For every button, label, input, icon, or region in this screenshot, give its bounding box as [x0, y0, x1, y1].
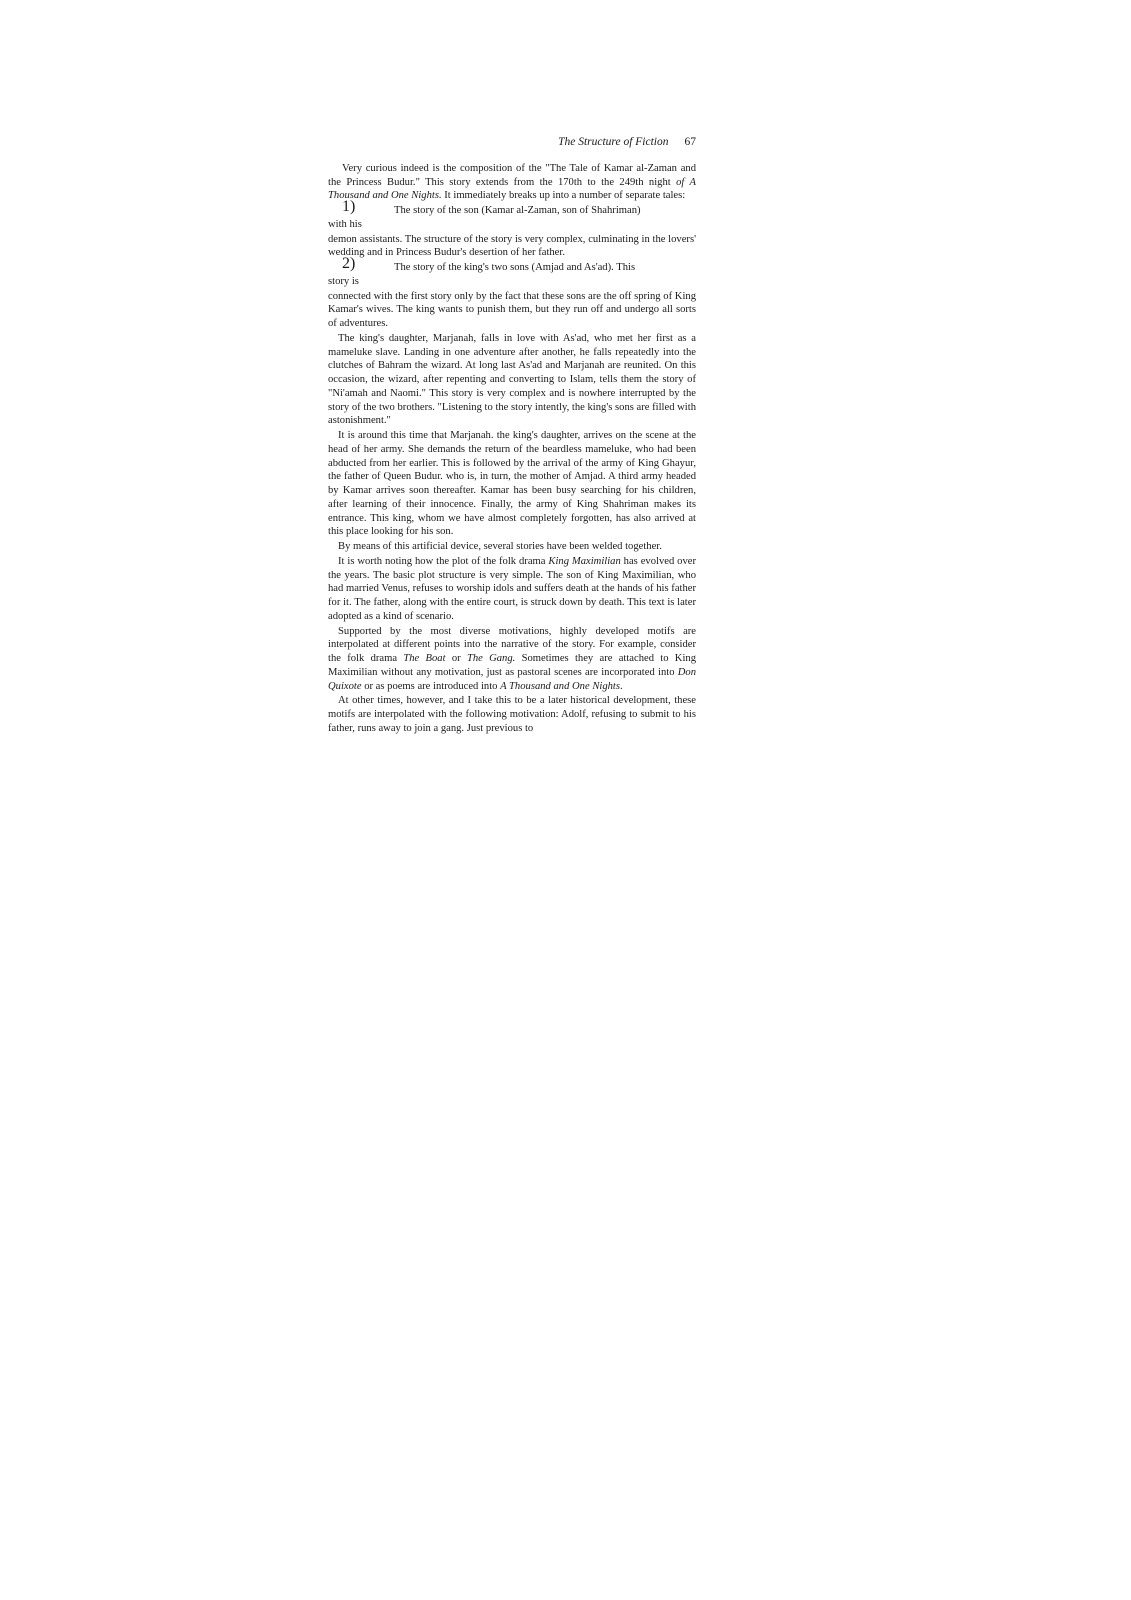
- italic-title: Don Quixote: [328, 666, 696, 692]
- paragraph: The king's daughter, Marjanah, falls in love with As'ad, who met her first as a mameluke slave. Landing in one adventure after another, he falls repeatedly into the clutches of Bahram the wizard. At long last As'ad and Marjanah are reunited. On this occasion, the wizard, after repenting and converting to Islam, tells them the story of "Ni'amah and Naomi." This story is very complex and is nowhere interrupted by the story of the two brothers. "Listening to the story intently, the king's sons are filled with astonishment.": [328, 332, 696, 427]
- running-title: The Structure of Fiction: [558, 136, 669, 148]
- list-item-tail: with his: [328, 218, 362, 230]
- page-number: 67: [684, 136, 696, 148]
- italic-title: The Boat: [403, 653, 446, 664]
- italic-title: of A Thousand and One Nights.: [328, 176, 696, 202]
- text-run: It is worth noting how the plot of the folk drama: [338, 555, 549, 567]
- text-run: Very curious indeed is the composition of the "The Tale of Kamar al-Zaman and the Princess Budur." This story extends from the 170th to the 249th night: [328, 162, 696, 188]
- list-item-tail: story is: [328, 275, 359, 287]
- list-item-continuation: connected with the first story only by the fact that these sons are the off spring of King Kamar's wives. The king wants to punish them, but they run off and undergo all sorts of adventures.: [328, 290, 696, 329]
- paragraph-intro: [328, 162, 696, 203]
- list-item: [328, 198, 696, 218]
- list-item-text: The story of the king's two sons (Amjad and As'ad). This: [394, 262, 636, 273]
- book-page: [328, 136, 696, 737]
- paragraph: At other times, however, and I take this to be a later historical development, these motifs are interpolated with the following motivation: Adolf, refusing to submit to his father, runs away to join a gang. Just previous to: [328, 695, 696, 734]
- italic-title: A Thousand and One Nights: [500, 680, 620, 692]
- paragraph: [328, 625, 696, 694]
- paragraph: [328, 555, 696, 624]
- text-run: or as poems are introduced into: [361, 680, 501, 692]
- text-run: has evolved over the years. The basic plot structure is very simple. The son of King Maximilian, who had married Venus, refuses to worship idols and suffers death at the hands of his father for it. The father, along with the entire court, is struck down by death. This text is later adopted as a kind of scenario.: [328, 555, 696, 622]
- text-run: or: [445, 653, 467, 664]
- list-item-text: The story of the son (Kamar al-Zaman, son of Shahriman): [394, 205, 641, 216]
- italic-title: The Gang.: [466, 653, 516, 664]
- running-header: [328, 136, 696, 150]
- text-run: Supported by the most diverse motivations, highly developed motifs are interpolated at different points into the narrative of the story. For example, consider the folk drama: [328, 625, 696, 664]
- list-item-continuation: demon assistants. The structure of the story is very complex, culminating in the lovers' wedding and in Princess Budur's desertion of her father.: [328, 233, 696, 259]
- list-item: [328, 255, 696, 275]
- text-run: It immediately breaks up into a number of separate tales:: [441, 190, 686, 202]
- italic-title: King Maximilian: [548, 555, 621, 567]
- list-number: 2): [342, 255, 356, 272]
- text-run: .: [620, 680, 623, 692]
- paragraph: It is around this time that Marjanah. the king's daughter, arrives on the scene at the head of her army. She demands the return of the beardless mameluke, who had been abducted from her earlier. This is followed by the arrival of the army of King Ghayur, the father of Queen Budur. who is, in turn, the mother of Amjad. A third army headed by Kamar arrives soon thereafter. Kamar has been busy searching for his children, after learning of their innocence. Finally, the army of King Shahriman makes its entrance. This king, whom we have almost completely forgotten, has also arrived at this place looking for his son.: [328, 430, 696, 538]
- list-number: 1): [342, 198, 356, 215]
- text-run: Sometimes they are attached to King Maximilian without any motivation, just as pastoral scenes are incorporated into: [328, 653, 696, 678]
- paragraph: By means of this artificial device, several stories have been welded together.: [338, 541, 662, 552]
